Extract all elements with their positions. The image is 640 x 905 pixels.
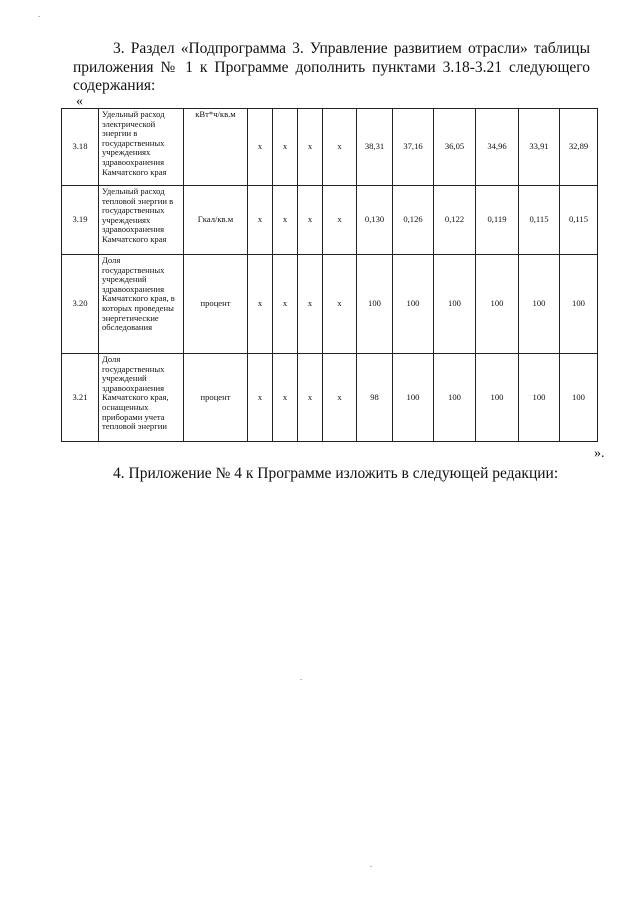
no-data-mark: х (323, 354, 357, 442)
paragraph-section-4: 4. Приложение № 4 к Программе изложить в следующей редакции: (113, 465, 559, 482)
value-cell: 38,31 (357, 109, 393, 186)
indicators-table (61, 108, 598, 442)
no-data-mark: х (248, 186, 273, 255)
no-data-mark: х (298, 109, 323, 186)
row-number: 3.20 (62, 255, 99, 354)
value-cell: 100 (519, 354, 560, 442)
indicator-name: Доля государственных учреждений здравоохранения Камчатского края, оснащенных приборами учета тепловой энергии (99, 354, 184, 442)
indicator-name: Удельный расход тепловой энергии в государственных учреждениях здравоохранения Камчатского края (99, 186, 184, 255)
quote-close: ». (594, 446, 605, 461)
scan-speck (38, 16, 40, 17)
row-number: 3.18 (62, 109, 99, 186)
no-data-mark: х (298, 186, 323, 255)
indicator-name: Доля государственных учреждений здравоохранения Камчатского края, в которых проведены энергетические обследования (99, 255, 184, 354)
row-number: 3.19 (62, 186, 99, 255)
value-cell: 100 (393, 354, 434, 442)
value-cell: 37,16 (393, 109, 434, 186)
no-data-mark: х (298, 354, 323, 442)
no-data-mark: х (323, 255, 357, 354)
no-data-mark: х (248, 354, 273, 442)
paragraph-section-3: 3. Раздел «Подпрограмма 3. Управление развитием отрасли» таблицы приложения № 1 к Программе дополнить пунктами 3.18-3.21 следующего содержания: (73, 40, 590, 94)
indicator-name: Удельный расход электрической энергии в государственных учреждениях здравоохранения Камчатского края (99, 109, 184, 186)
value-cell: 100 (519, 255, 560, 354)
value-cell: 0,126 (393, 186, 434, 255)
value-cell: 0,130 (357, 186, 393, 255)
value-cell: 100 (476, 255, 519, 354)
value-cell: 100 (476, 354, 519, 442)
unit: процент (184, 255, 248, 354)
no-data-mark: х (323, 186, 357, 255)
unit: Гкал/кв.м (184, 186, 248, 255)
no-data-mark: х (248, 255, 273, 354)
value-cell: 0,119 (476, 186, 519, 255)
scan-speck (370, 866, 372, 867)
value-cell: 0,115 (519, 186, 560, 255)
row-number: 3.21 (62, 354, 99, 442)
no-data-mark: х (298, 255, 323, 354)
unit: кВт*ч/кв.м (184, 109, 248, 186)
table-row (62, 255, 598, 354)
unit: процент (184, 354, 248, 442)
no-data-mark: х (323, 109, 357, 186)
value-cell: 100 (393, 255, 434, 354)
value-cell: 100 (434, 255, 476, 354)
value-cell: 100 (560, 255, 598, 354)
value-cell: 100 (434, 354, 476, 442)
no-data-mark: х (248, 109, 273, 186)
value-cell: 100 (560, 354, 598, 442)
value-cell: 33,91 (519, 109, 560, 186)
value-cell: 32,89 (560, 109, 598, 186)
no-data-mark: х (273, 109, 298, 186)
no-data-mark: х (273, 255, 298, 354)
value-cell: 0,115 (560, 186, 598, 255)
value-cell: 36,05 (434, 109, 476, 186)
table-row (62, 186, 598, 255)
table-row (62, 354, 598, 442)
table-row (62, 109, 598, 186)
scan-speck (300, 679, 302, 680)
value-cell: 34,96 (476, 109, 519, 186)
quote-open: « (76, 94, 83, 109)
no-data-mark: х (273, 354, 298, 442)
value-cell: 98 (357, 354, 393, 442)
value-cell: 100 (357, 255, 393, 354)
value-cell: 0,122 (434, 186, 476, 255)
no-data-mark: х (273, 186, 298, 255)
